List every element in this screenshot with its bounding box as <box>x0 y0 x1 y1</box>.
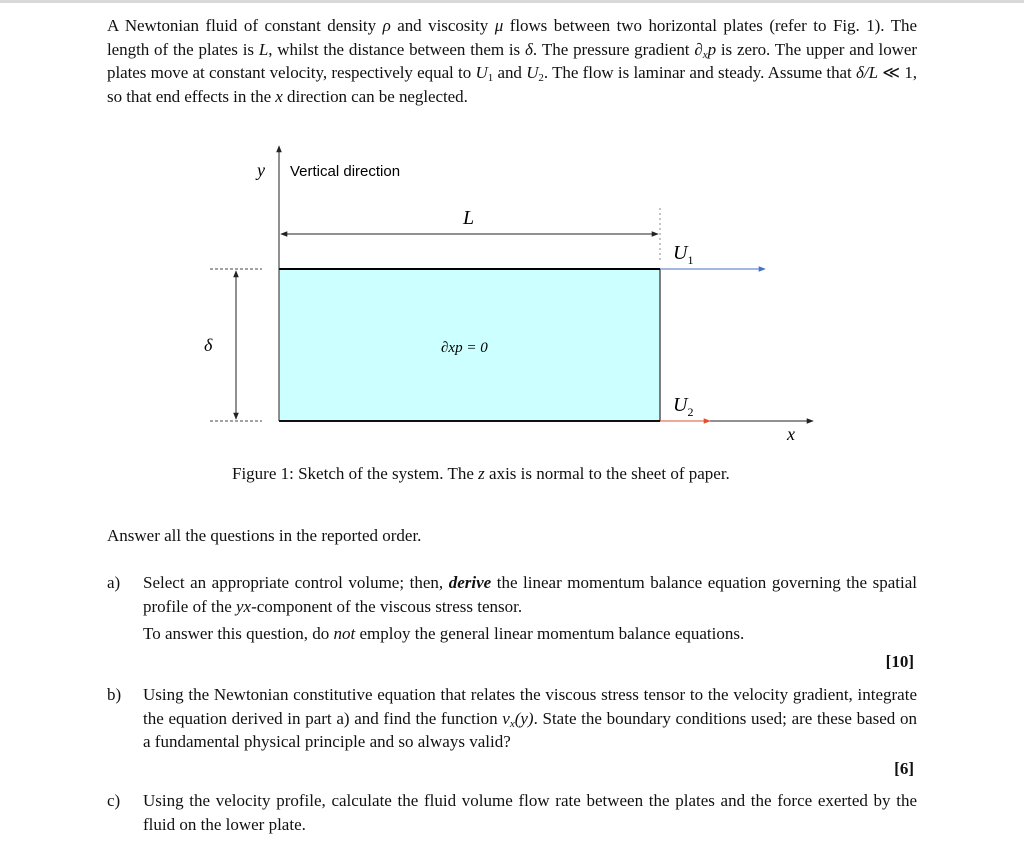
question-a-marks: [10] <box>885 652 914 671</box>
problem-statement: A Newtonian fluid of constant density ρ and viscosity μ flows between two horizontal plates (refer to Fig. 1). The length of the plates is L, whilst the distance between them is δ. The pressure gradient $\partial_xp$ is zero. The upper and lower plates move at constant velocity, respectively equal to $U_1$ and $U_2$. The flow is laminar and steady. Assume that δ/L ≪ 1, so that end effects in the x direction can be neglected. <box>107 16 917 106</box>
question-a-text: Select an appropriate control volume; then, derive the linear momentum balance equation governing the spatial profile of the yx-component of the viscous stress tensor. To answer this question, do not employ the general linear momentum balance equations. <box>143 573 918 644</box>
u1-label: $U_1$ <box>673 242 694 267</box>
x-axis-label: x <box>787 424 795 444</box>
vertical-direction-label: Vertical direction <box>290 163 401 180</box>
figure-caption: Figure 1: Sketch of the system. The z axis is normal to the sheet of paper. <box>232 464 730 483</box>
u2-label: $U_2$ <box>673 394 694 419</box>
question-b-label: b) <box>107 685 122 704</box>
question-b-text: Using the Newtonian constitutive equation that relates the viscous stress tensor to the velocity gradient, integrate the equation derived in part a) and find the function $v_x(y)$. State the boundary conditions used; are these based on a fundamental physical principle and so always valid? <box>143 685 917 752</box>
question-c-text: Using the velocity profile, calculate the fluid volume flow rate between the plates and the force exerted by the fluid on the lower plate. <box>143 791 917 834</box>
length-label: L <box>463 207 475 229</box>
instructions: Answer all the questions in the reported order. <box>107 526 422 545</box>
delta-label: δ <box>204 335 213 355</box>
y-axis-label: y <box>257 160 265 180</box>
question-c-label: c) <box>107 791 121 810</box>
question-a-label: a) <box>107 573 121 592</box>
question-b-marks: [6] <box>894 759 914 778</box>
pressure-gradient-label: ∂xp = 0 <box>441 340 488 356</box>
